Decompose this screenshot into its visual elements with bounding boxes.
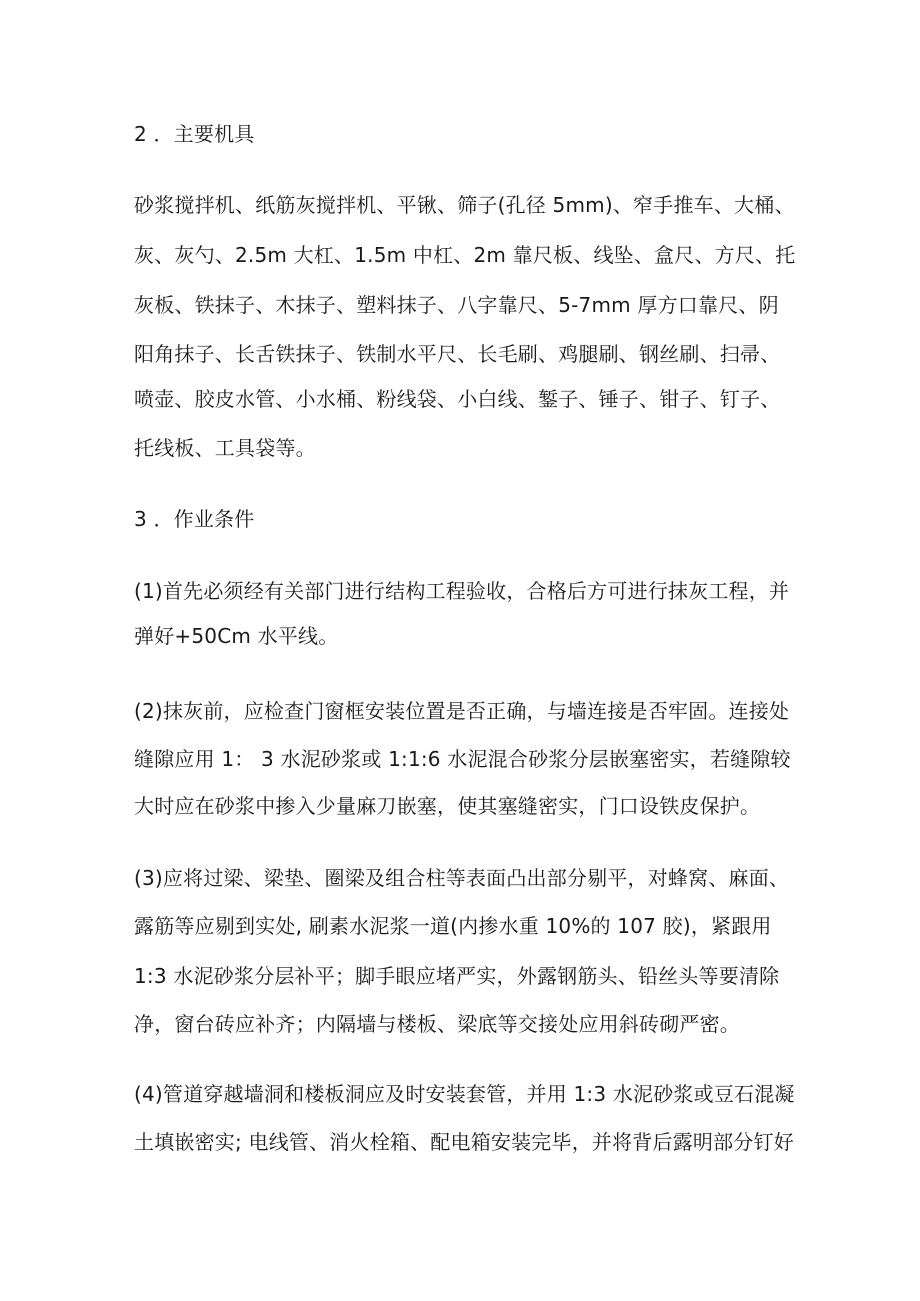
condition-3-line: 净，窗台砖应补齐；内隔墙与楼板、梁底等交接处应用斜砖砌严密。 bbox=[134, 1012, 740, 1036]
condition-3-line: 1:3 水泥砂浆分层补平；脚手眼应堵严实，外露钢筋头、铅丝头等要清除 bbox=[134, 964, 780, 988]
condition-4-line: 土填嵌密实; 电线管、消火栓箱、配电箱安装完毕，并将背后露明部分钉好 bbox=[134, 1130, 794, 1154]
condition-2-line: 大时应在砂浆中掺入少量麻刀嵌塞，使其塞缝密实，门口设铁皮保护。 bbox=[134, 794, 761, 818]
condition-4-line: (4)管道穿越墙洞和楼板洞应及时安装套管，并用 1:3 水泥砂浆或豆石混凝 bbox=[134, 1082, 795, 1106]
section-2-line: 喷壶、胶皮水管、小水桶、粉线袋、小白线、錾子、锤子、钳子、钉子、 bbox=[134, 387, 781, 411]
section-3-heading: 3 ．作业条件 bbox=[134, 507, 255, 531]
section-2-heading: 2 ．主要机具 bbox=[134, 122, 255, 146]
section-2-line: 灰、灰勺、2.5m 大杠、1.5m 中杠、2m 靠尺板、线坠、盒尺、方尺、托 bbox=[134, 243, 796, 267]
section-2-line: 阳角抹子、长舌铁抹子、铁制水平尺、长毛刷、鸡腿刷、钢丝刷、扫帚、 bbox=[134, 342, 781, 366]
section-2-line: 托线板、工具袋等。 bbox=[134, 436, 316, 460]
condition-1-line: 弹好+50Cm 水平线。 bbox=[134, 624, 339, 648]
section-2-line: 灰板、铁抹子、木抹子、塑料抹子、八字靠尺、5-7mm 厚方口靠尺、阴 bbox=[134, 293, 779, 317]
condition-2-line: 缝隙应用 1： 3 水泥砂浆或 1:1:6 水泥混合砂浆分层嵌塞密实，若缝隙较 bbox=[134, 747, 791, 771]
condition-3-line: 露筋等应剔到实处, 刷素水泥浆一道(内掺水重 10%的 107 胶)，紧跟用 bbox=[134, 914, 772, 938]
condition-3-line: (3)应将过梁、梁垫、圈梁及组合柱等表面凸出部分剔平，对蜂窝、麻面、 bbox=[134, 866, 790, 890]
section-2-line: 砂浆搅拌机、纸筋灰搅拌机、平锹、筛子(孔径 5mm)、窄手推车、大桶、 bbox=[134, 193, 795, 217]
condition-2-line: (2)抹灰前，应检查门窗框安装位置是否正确，与墙连接是否牢固。连接处 bbox=[134, 699, 790, 723]
condition-1-line: (1)首先必须经有关部门进行结构工程验收，合格后方可进行抹灰工程，并 bbox=[134, 579, 790, 603]
